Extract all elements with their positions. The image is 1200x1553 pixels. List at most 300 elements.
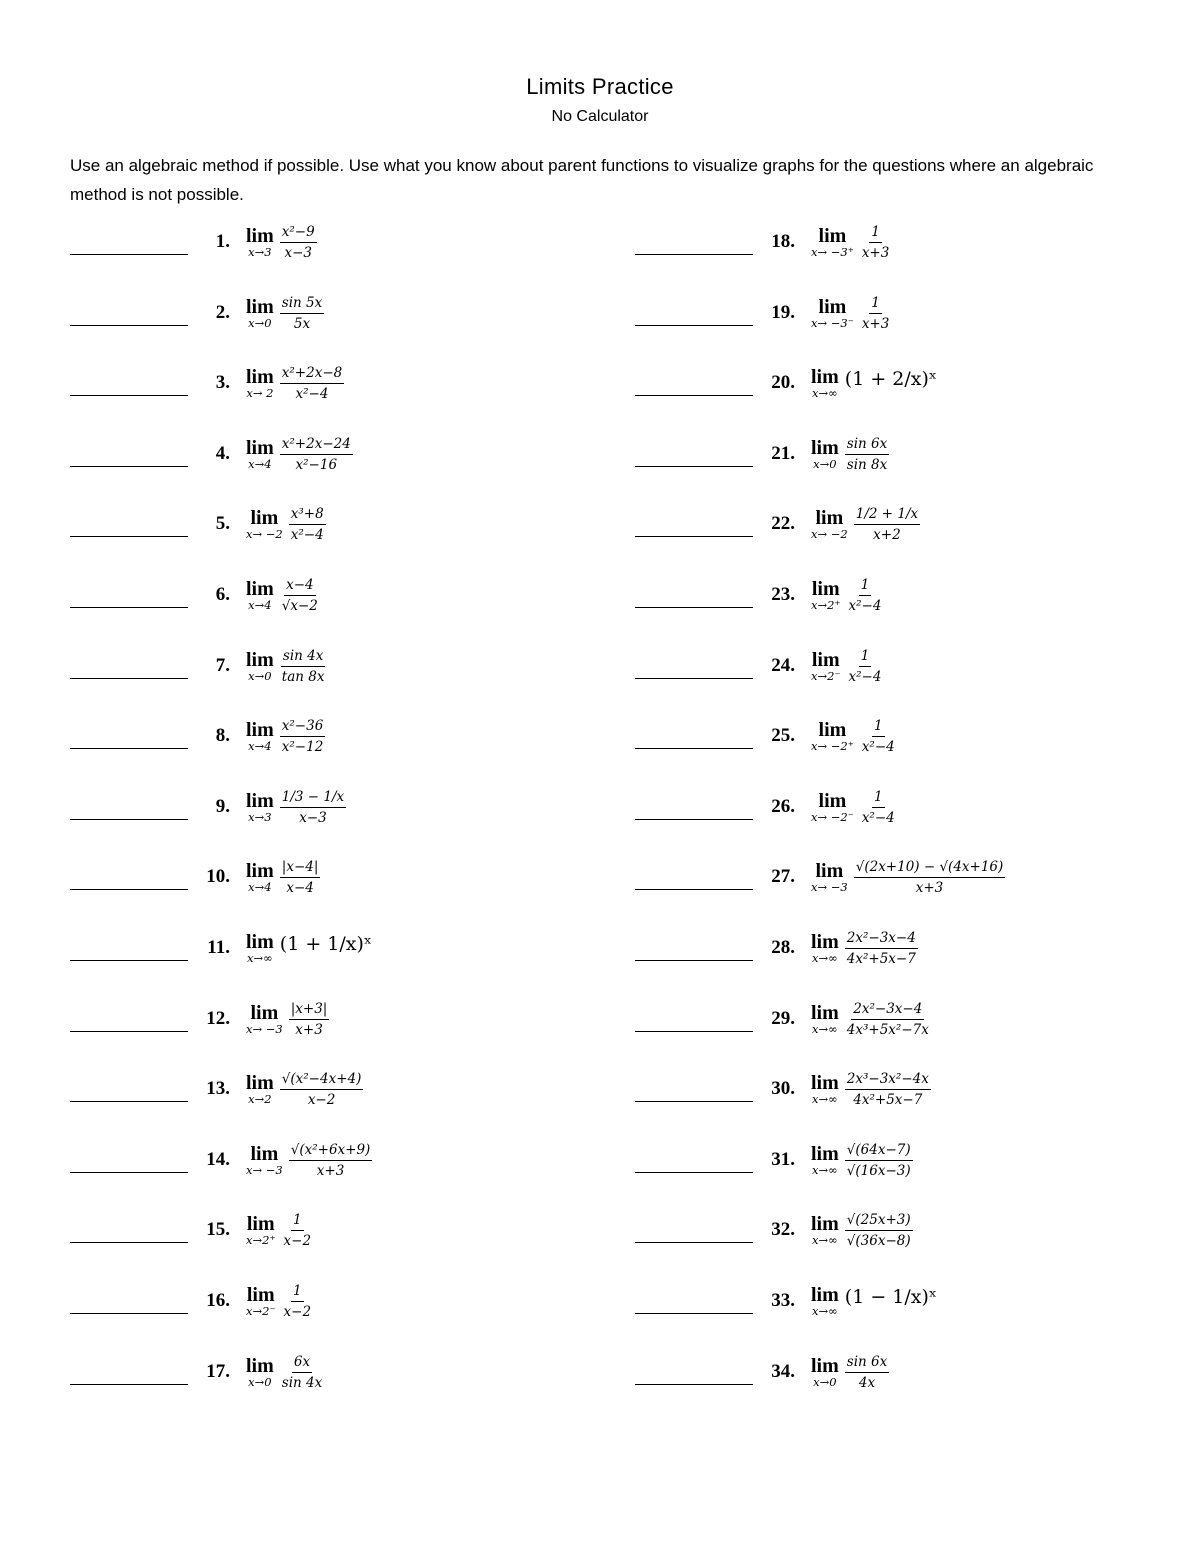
denominator: x+3	[915, 879, 944, 896]
limit-expression	[811, 1142, 913, 1179]
limit-operator	[811, 1003, 839, 1036]
problem-item	[635, 281, 1155, 345]
lim-word: lim	[811, 930, 839, 953]
problem-item	[635, 987, 1155, 1051]
denominator: x²−4	[848, 668, 882, 685]
fraction	[845, 1142, 913, 1179]
limit-approach: x→3	[248, 244, 272, 259]
answer-blank[interactable]	[70, 1031, 188, 1032]
problem-item	[70, 351, 590, 415]
fraction	[280, 718, 326, 755]
page-title: Limits Practice	[526, 74, 674, 99]
problem-number: 18.	[771, 231, 795, 252]
problem-number: 4.	[215, 443, 230, 464]
limit-approach: x→2⁺	[811, 597, 841, 612]
problem-number: 5.	[215, 513, 230, 534]
problem-number: 33.	[771, 1290, 795, 1311]
numerator: 1	[291, 1212, 304, 1231]
answer-blank[interactable]	[635, 536, 753, 537]
fraction	[280, 436, 353, 473]
numerator: 6x	[292, 1354, 312, 1373]
fraction	[280, 224, 317, 261]
limit-approach: x→ −2	[811, 526, 848, 541]
limit-approach: x→0	[248, 668, 272, 683]
answer-blank[interactable]	[635, 466, 753, 467]
answer-blank[interactable]	[635, 1172, 753, 1173]
limit-expression	[811, 1001, 931, 1038]
problem-item	[70, 987, 590, 1051]
limit-operator	[811, 1073, 839, 1106]
problem-item	[70, 775, 590, 839]
numerator: |x+3|	[289, 1001, 330, 1020]
answer-blank[interactable]	[70, 1172, 188, 1173]
denominator: x−2	[283, 1303, 312, 1320]
answer-blank[interactable]	[635, 960, 753, 961]
lim-word: lim	[246, 1354, 274, 1377]
numerator: 1	[859, 648, 872, 667]
problem-item	[70, 563, 590, 627]
fraction	[282, 1212, 314, 1249]
limit-approach: x→4	[248, 456, 272, 471]
lim-word: lim	[815, 859, 844, 882]
problem-item	[70, 634, 590, 698]
fraction	[289, 1001, 330, 1038]
denominator: x²−4	[848, 597, 882, 614]
limit-approach: x→∞	[812, 950, 838, 965]
problem-item	[635, 492, 1155, 556]
answer-blank[interactable]	[70, 960, 188, 961]
limit-operator	[246, 1285, 276, 1318]
problem-item	[635, 563, 1155, 627]
fraction	[847, 648, 884, 685]
problem-number: 14.	[206, 1149, 230, 1170]
numerator: √(x²−4x+4)	[280, 1071, 364, 1090]
denominator: x²−16	[295, 456, 338, 473]
answer-blank[interactable]	[70, 254, 188, 255]
problem-number: 10.	[206, 866, 230, 887]
limit-approach: x→0	[248, 315, 272, 330]
limit-expression	[246, 1212, 313, 1249]
limit-operator	[811, 720, 854, 753]
instructions: Use an algebraic method if possible. Use what you know about parent functions to visualize graphs for the questions where an algebraic method is not possible.	[70, 156, 1094, 204]
denominator: √(36x−8)	[846, 1232, 911, 1249]
limit-operator	[246, 226, 274, 259]
denominator: sin 4x	[281, 1374, 323, 1391]
lim-word: lim	[811, 648, 840, 671]
limit-approach: x→4	[248, 879, 272, 894]
numerator: √(25x+3)	[845, 1212, 913, 1231]
lim-word: lim	[811, 1071, 839, 1094]
denominator: x−2	[283, 1232, 312, 1249]
answer-blank[interactable]	[70, 889, 188, 890]
fraction	[845, 930, 918, 967]
limit-operator	[811, 508, 848, 541]
problem-item	[635, 422, 1155, 486]
problem-number: 25.	[771, 725, 795, 746]
limit-operator	[246, 1144, 283, 1177]
problem-item	[70, 704, 590, 768]
numerator: √(64x−7)	[845, 1142, 913, 1161]
limit-operator	[811, 1285, 839, 1318]
answer-blank[interactable]	[70, 819, 188, 820]
lim-word: lim	[246, 859, 274, 882]
problem-number: 34.	[771, 1361, 795, 1382]
problem-number: 12.	[206, 1008, 230, 1029]
answer-blank[interactable]	[635, 254, 753, 255]
problem-item	[70, 845, 590, 909]
limit-operator	[246, 861, 274, 894]
answer-blank[interactable]	[635, 889, 753, 890]
numerator: 1	[859, 577, 872, 596]
limit-operator	[246, 1073, 274, 1106]
limit-operator	[811, 579, 841, 612]
fraction	[280, 1354, 324, 1391]
fraction	[860, 718, 897, 755]
limit-expression	[811, 648, 883, 685]
denominator: 4x³+5x²−7x	[846, 1021, 929, 1038]
answer-blank[interactable]	[635, 1101, 753, 1102]
limit-approach: x→0	[248, 1374, 272, 1389]
problem-item	[635, 704, 1155, 768]
limit-operator	[246, 932, 274, 965]
limit-operator	[811, 438, 839, 471]
lim-word: lim	[250, 1001, 279, 1024]
problem-item	[635, 775, 1155, 839]
lim-word: lim	[246, 295, 274, 318]
fraction	[845, 1212, 913, 1249]
limit-operator	[811, 226, 854, 259]
lim-word: lim	[246, 1212, 275, 1235]
denominator: x+3	[295, 1021, 323, 1038]
problem-number: 3.	[215, 372, 230, 393]
fraction	[280, 789, 346, 826]
problem-item	[635, 634, 1155, 698]
problem-number: 26.	[771, 796, 795, 817]
limit-expression	[811, 1212, 913, 1249]
fraction	[280, 859, 321, 896]
limit-expression	[246, 577, 320, 614]
denominator: x²−12	[281, 738, 324, 755]
limit-approach: x→ −2⁺	[811, 738, 854, 753]
problem-number: 31.	[771, 1149, 795, 1170]
numerator: 1	[869, 224, 882, 243]
limit-approach: x→2⁺	[246, 1232, 276, 1247]
problem-item	[70, 916, 590, 980]
denominator: x²−4	[861, 738, 895, 755]
limit-expression	[246, 506, 326, 543]
limit-operator	[811, 791, 854, 824]
lim-word: lim	[811, 1142, 839, 1165]
answer-blank[interactable]	[635, 1031, 753, 1032]
fraction	[289, 1142, 373, 1179]
problem-item	[70, 281, 590, 345]
denominator: x+3	[861, 315, 890, 332]
limit-approach: x→∞	[812, 385, 838, 400]
problem-item	[635, 1269, 1155, 1333]
problem-item	[70, 492, 590, 556]
problem-number: 9.	[215, 796, 230, 817]
problem-number: 27.	[771, 866, 795, 887]
limit-expression	[811, 224, 891, 261]
problem-number: 13.	[206, 1078, 230, 1099]
answer-blank[interactable]	[70, 1313, 188, 1314]
limit-approach: x→2⁻	[246, 1303, 276, 1318]
numerator: 1	[291, 1283, 304, 1302]
denominator: x+3	[861, 244, 890, 261]
limit-approach: x→ −3	[246, 1021, 283, 1036]
denominator: x²−4	[290, 526, 324, 543]
answer-blank[interactable]	[70, 678, 188, 679]
answer-blank[interactable]	[635, 607, 753, 608]
numerator: x−4	[284, 577, 316, 596]
limit-operator	[811, 367, 839, 400]
problem-item	[70, 1340, 590, 1404]
limit-operator	[246, 1003, 283, 1036]
fraction	[845, 1001, 931, 1038]
problem-number: 6.	[215, 584, 230, 605]
limit-approach: x→ −2	[246, 526, 283, 541]
fraction	[845, 1071, 931, 1108]
denominator: √x−2	[281, 597, 318, 614]
problem-number: 24.	[771, 655, 795, 676]
problem-item	[70, 422, 590, 486]
limit-expression	[246, 436, 353, 473]
answer-blank[interactable]	[635, 1384, 753, 1385]
numerator: 1	[872, 718, 885, 737]
problem-number: 20.	[771, 372, 795, 393]
problem-number: 11.	[207, 937, 230, 958]
answer-blank[interactable]	[635, 1242, 753, 1243]
problem-item	[635, 351, 1155, 415]
limit-expression	[811, 1354, 889, 1391]
lim-word: lim	[811, 577, 840, 600]
problem-number: 28.	[771, 937, 795, 958]
limit-expression	[246, 1001, 329, 1038]
limit-expression	[246, 718, 325, 755]
limit-operator	[811, 650, 841, 683]
limit-expression	[246, 1071, 363, 1108]
problem-number: 23.	[771, 584, 795, 605]
problem-number: 21.	[771, 443, 795, 464]
limit-operator	[246, 1214, 276, 1247]
lim-word: lim	[246, 930, 274, 953]
answer-blank[interactable]	[635, 325, 753, 326]
lim-word: lim	[246, 789, 274, 812]
denominator: x²−4	[861, 809, 895, 826]
limit-expression	[246, 859, 320, 896]
lim-word: lim	[246, 1071, 274, 1094]
fraction	[854, 506, 920, 543]
problem-item	[70, 1269, 590, 1333]
limit-expression	[246, 789, 346, 826]
limit-expression	[811, 436, 889, 473]
problem-number: 17.	[206, 1361, 230, 1382]
problem-number: 22.	[771, 513, 795, 534]
problem-number: 2.	[215, 302, 230, 323]
answer-blank[interactable]	[70, 395, 188, 396]
lim-word: lim	[811, 1212, 839, 1235]
fraction	[845, 1354, 889, 1391]
answer-blank[interactable]	[635, 678, 753, 679]
fraction	[854, 859, 1006, 896]
answer-blank[interactable]	[635, 395, 753, 396]
limit-expression	[811, 1285, 937, 1318]
limit-expression	[246, 224, 317, 261]
denominator: sin 8x	[846, 456, 888, 473]
lim-word: lim	[811, 1283, 839, 1306]
limit-operator	[246, 367, 274, 400]
limit-operator	[246, 791, 274, 824]
fraction	[847, 577, 884, 614]
numerator: √(2x+10) − √(4x+16)	[854, 859, 1006, 878]
answer-blank[interactable]	[635, 748, 753, 749]
fraction	[845, 436, 889, 473]
fraction	[860, 295, 892, 332]
lim-word: lim	[246, 648, 274, 671]
problem-number: 19.	[771, 302, 795, 323]
limit-operator	[811, 297, 854, 330]
lim-word: lim	[246, 365, 274, 388]
limit-expression	[811, 506, 920, 543]
problem-item	[70, 1198, 590, 1262]
limit-operator	[246, 579, 274, 612]
lim-word: lim	[246, 577, 274, 600]
denominator: x−3	[299, 809, 327, 826]
numerator: 1/3 − 1/x	[280, 789, 346, 808]
numerator: sin 6x	[845, 1354, 889, 1373]
answer-blank[interactable]	[70, 748, 188, 749]
answer-blank[interactable]	[70, 536, 188, 537]
problem-item	[635, 1128, 1155, 1192]
limit-approach: x→ −3	[811, 879, 848, 894]
lim-word: lim	[246, 718, 274, 741]
denominator: 4x	[858, 1374, 876, 1391]
lim-word: lim	[818, 224, 847, 247]
limit-approach: x→∞	[247, 950, 273, 965]
numerator: x²−9	[280, 224, 317, 243]
answer-blank[interactable]	[70, 1101, 188, 1102]
numerator: |x−4|	[280, 859, 321, 878]
problem-item	[635, 916, 1155, 980]
numerator: 1	[872, 789, 885, 808]
limit-approach: x→4	[248, 597, 272, 612]
lim-word: lim	[811, 1354, 839, 1377]
numerator: sin 5x	[280, 295, 324, 314]
limit-operator	[246, 297, 274, 330]
limit-expression	[246, 1142, 372, 1179]
limit-operator	[246, 1356, 274, 1389]
answer-blank[interactable]	[635, 1313, 753, 1314]
limit-approach: x→ −3⁺	[811, 244, 854, 259]
problem-item	[70, 1057, 590, 1121]
denominator: x²−4	[295, 385, 329, 402]
denominator: 4x²+5x−7	[853, 1091, 923, 1108]
numerator: sin 6x	[845, 436, 889, 455]
limit-expression	[246, 295, 324, 332]
limit-approach: x→4	[248, 738, 272, 753]
fraction	[280, 577, 320, 614]
denominator: x+2	[873, 526, 901, 543]
power-expression: (1 + 2/x)ˣ	[844, 368, 937, 390]
limit-approach: x→ −3	[246, 1162, 283, 1177]
limit-approach: x→0	[813, 456, 837, 471]
problem-item	[635, 1198, 1155, 1262]
problem-number: 1.	[215, 231, 230, 252]
answer-blank[interactable]	[635, 819, 753, 820]
fraction	[280, 295, 324, 332]
limit-operator	[811, 1144, 839, 1177]
fraction	[289, 506, 326, 543]
limit-approach: x→∞	[812, 1021, 838, 1036]
numerator: x²+2x−24	[280, 436, 353, 455]
answer-blank[interactable]	[70, 325, 188, 326]
limit-operator	[246, 650, 274, 683]
limit-expression	[811, 295, 891, 332]
lim-word: lim	[250, 506, 279, 529]
problem-number: 7.	[215, 655, 230, 676]
problem-number: 16.	[206, 1290, 230, 1311]
numerator: x³+8	[289, 506, 326, 525]
lim-word: lim	[250, 1142, 279, 1165]
lim-word: lim	[811, 436, 839, 459]
answer-blank[interactable]	[70, 466, 188, 467]
denominator: 5x	[293, 315, 311, 332]
fraction	[280, 365, 344, 402]
limit-operator	[811, 1214, 839, 1247]
limit-approach: x→3	[248, 809, 272, 824]
problem-number: 32.	[771, 1219, 795, 1240]
problem-number: 30.	[771, 1078, 795, 1099]
limit-expression	[246, 1354, 324, 1391]
limit-approach: x→∞	[812, 1162, 838, 1177]
problem-item	[635, 1340, 1155, 1404]
lim-word: lim	[815, 506, 844, 529]
lim-word: lim	[246, 436, 274, 459]
limit-expression	[246, 932, 372, 965]
answer-blank[interactable]	[70, 607, 188, 608]
limit-approach: x→0	[813, 1374, 837, 1389]
fraction	[280, 648, 327, 685]
answer-blank[interactable]	[70, 1242, 188, 1243]
power-expression: (1 − 1/x)ˣ	[844, 1286, 937, 1308]
denominator: x−2	[307, 1091, 336, 1108]
lim-word: lim	[246, 1283, 275, 1306]
denominator: x−4	[286, 879, 314, 896]
fraction	[860, 789, 897, 826]
limit-expression	[811, 1071, 931, 1108]
limit-expression	[246, 365, 344, 402]
problem-number: 8.	[215, 725, 230, 746]
answer-blank[interactable]	[70, 1384, 188, 1385]
numerator: sin 4x	[281, 648, 325, 667]
limit-expression	[811, 367, 937, 400]
lim-word: lim	[811, 1001, 839, 1024]
lim-word: lim	[246, 224, 274, 247]
denominator: √(16x−3)	[846, 1162, 911, 1179]
problem-item	[635, 1057, 1155, 1121]
limit-operator	[811, 1356, 839, 1389]
denominator: x−3	[284, 244, 312, 261]
problem-item	[635, 210, 1155, 274]
limit-expression	[811, 577, 883, 614]
denominator: x+3	[316, 1162, 345, 1179]
limit-approach: x→ −3⁻	[811, 315, 854, 330]
problem-item	[70, 1128, 590, 1192]
numerator: 1/2 + 1/x	[854, 506, 920, 525]
fraction	[282, 1283, 314, 1320]
limit-expression	[246, 648, 326, 685]
limit-approach: x→∞	[812, 1303, 838, 1318]
